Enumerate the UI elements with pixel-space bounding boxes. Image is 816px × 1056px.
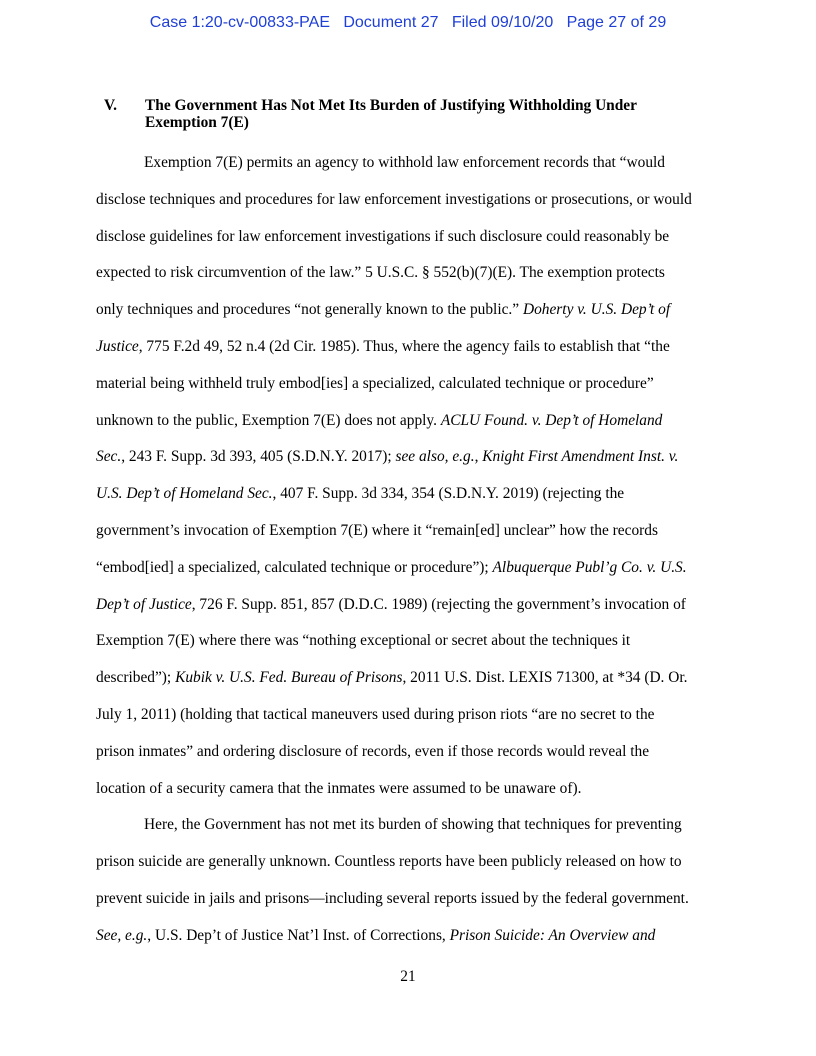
body-line [96, 623, 726, 660]
italic-citation: ACLU Found. v. Dep’t of Homeland [440, 411, 663, 429]
body-line [96, 439, 726, 476]
text-run: , U.S. Dep’t of Justice Nat’l Inst. of Corrections, [147, 926, 450, 944]
text-run: Exemption 7(E) permits an agency to withhold law enforcement records that “would [144, 154, 665, 171]
body-line [96, 550, 726, 587]
body-line [96, 660, 726, 697]
text-run: only techniques and procedures “not generally known to the public.” [96, 301, 523, 319]
section-title-line: The Government Has Not Met Its Burden of Justifying Withholding Under [145, 97, 637, 114]
text-run: prison inmates” and ordering disclosure of records, even if those records would reveal the [96, 742, 650, 760]
body-line [96, 329, 726, 366]
text-run: unknown to the public, Exemption 7(E) does not apply. [96, 411, 441, 429]
body-line [96, 219, 726, 256]
italic-citation: Justice [96, 337, 139, 355]
page-number: 21 [400, 968, 416, 985]
text-run: July 1, 2011) (holding that tactical maneuvers used during prison riots “are no secret to the [96, 705, 655, 723]
body-line [96, 476, 726, 513]
italic-citation: U.S. Dep’t of Homeland Sec. [96, 485, 273, 503]
body-line [96, 513, 726, 550]
italic-citation: Albuquerque Publ’g Co. v. U.S. [492, 558, 687, 576]
text-run: location of a security camera that the inmates were assumed to be unaware of). [96, 779, 582, 797]
italic-citation: Knight First Amendment Inst. v. [482, 448, 679, 466]
text-run: “embod[ied] a specialized, calculated technique or procedure”); [96, 558, 493, 576]
text-run: , [474, 448, 483, 466]
body-line [96, 697, 726, 734]
italic-citation: see also, e.g. [395, 448, 475, 466]
body-line [96, 255, 726, 292]
body-text [96, 145, 726, 955]
section-number: V. [104, 97, 117, 114]
text-run: Exemption 7(E) where there was “nothing exceptional or secret about the techniques it [96, 632, 631, 650]
text-run: , 775 F.2d 49, 52 n.4 (2d Cir. 1985). Thus, where the agency fails to establish that “the [138, 337, 670, 355]
body-line [96, 292, 726, 329]
italic-citation: See, e.g. [96, 926, 148, 944]
italic-citation: Dep’t of Justice [96, 595, 192, 613]
text-run: prison suicide are generally unknown. Countless reports have been publicly released on how to [96, 853, 682, 871]
text-run: government’s invocation of Exemption 7(E) where it “remain[ed] unclear” how the records [96, 521, 658, 539]
body-line [96, 844, 726, 881]
body-line [96, 807, 726, 844]
text-run: , 726 F. Supp. 851, 857 (D.D.C. 1989) (rejecting the government’s invocation of [191, 595, 686, 613]
text-run: material being withheld truly embod[ies] a specialized, calculated technique or procedure” [96, 374, 654, 392]
body-line [96, 734, 726, 771]
italic-citation: Sec. [96, 448, 122, 466]
text-run: , 2011 U.S. Dist. LEXIS 71300, at *34 (D. Or. [402, 669, 688, 687]
body-line [96, 145, 726, 182]
body-line [96, 182, 726, 219]
italic-citation: Doherty v. U.S. Dep’t of [522, 301, 671, 319]
italic-citation: Prison Suicide: An Overview and [449, 926, 656, 944]
text-run: , 243 F. Supp. 3d 393, 405 (S.D.N.Y. 2017); [121, 448, 396, 466]
section-title [145, 97, 705, 131]
case-header-stamp: Case 1:20-cv-00833-PAE Document 27 Filed 09/10/20 Page 27 of 29 [149, 14, 667, 31]
text-run: expected to risk circumvention of the law.” 5 U.S.C. § 552(b)(7)(E). The exemption protects [96, 264, 665, 282]
body-line [96, 403, 726, 440]
body-line [96, 771, 726, 808]
section-title-line: Exemption 7(E) [145, 114, 249, 131]
text-run: disclose techniques and procedures for law enforcement investigations or prosecutions, or would [96, 190, 692, 208]
body-line [96, 881, 726, 918]
text-run: described”); [96, 669, 176, 687]
body-line [96, 918, 726, 955]
text-run: disclose guidelines for law enforcement investigations if such disclosure could reasonably be [96, 227, 670, 245]
text-run: , 407 F. Supp. 3d 334, 354 (S.D.N.Y. 2019) (rejecting the [272, 485, 625, 503]
body-line [96, 587, 726, 624]
body-line [96, 366, 726, 403]
italic-citation: Kubik v. U.S. Fed. Bureau of Prisons [175, 669, 403, 687]
text-run: prevent suicide in jails and prisons—including several reports issued by the federal government. [96, 889, 689, 907]
text-run: Here, the Government has not met its burden of showing that techniques for preventing [144, 816, 682, 834]
